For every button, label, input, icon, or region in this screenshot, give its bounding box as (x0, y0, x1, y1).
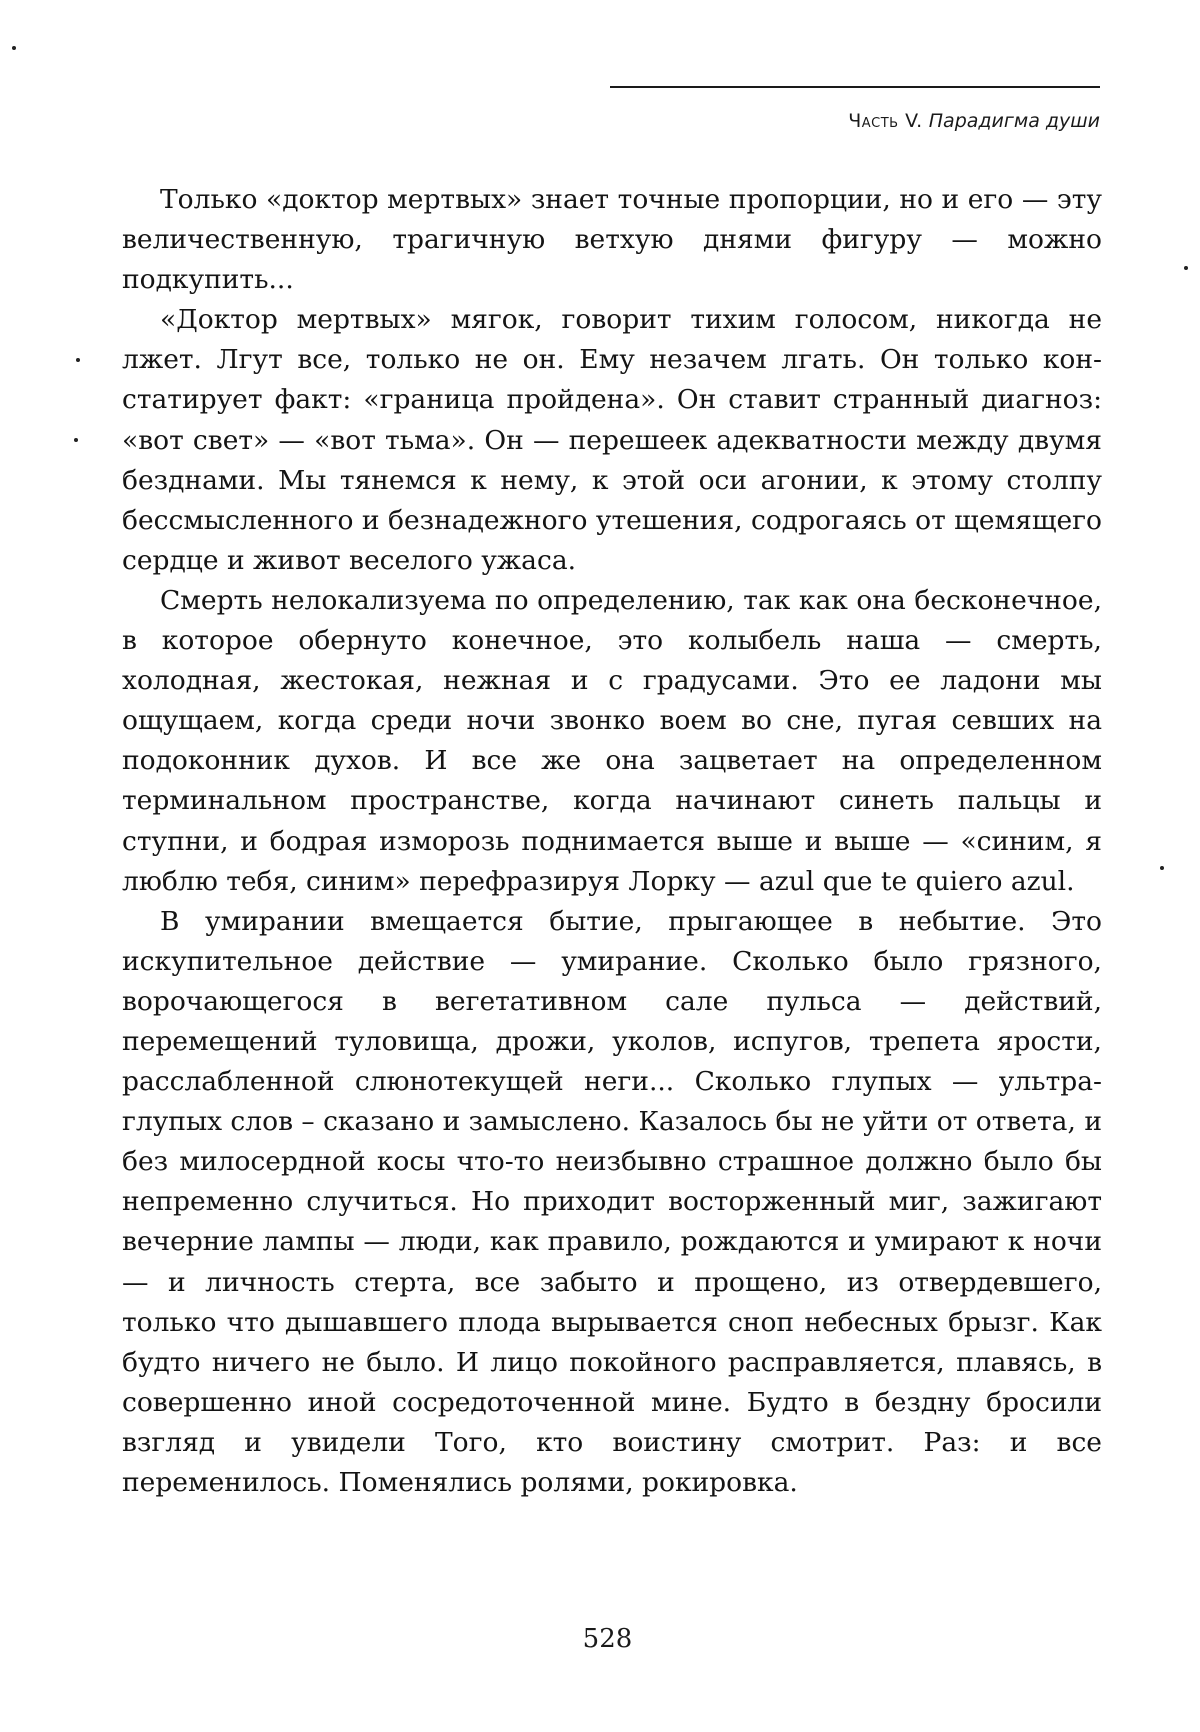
running-header-title: Парадигма души (928, 110, 1100, 132)
scan-speck (74, 438, 78, 442)
paragraph-2: «Доктор мертвых» мягок, говорит тихим голосом, никогда не лжет. Лгут все, только не он. Ему незачем лгать. Он только констатирует факт: «граница пройдена». Он ставит странный диагноз: «вот свет» — «вот тьма». Он — перешеек адекватности между двумя безднами. Мы тянемся к нему, к этой оси агонии, к этому столпу бессмысленного и безнадежного утешения, содрогаясь от щемящего сердце и живот веселого ужаса. (122, 304, 1102, 576)
page-number: 528 (582, 1624, 633, 1654)
scan-speck (76, 358, 80, 362)
paragraph-4: В умирании вмещается бытие, прыгающее в небытие. Это искупительное действие — умирание. Сколько было грязного, ворочающегося в вегетативном сале пульса — действий, перемещений туловища, дрожи, уколов, испугов, трепета ярости, расслабленной слюнотекущей неги... Сколько глупых — ультра-глупых слов – сказано и замыслено. Казалось бы не уйти от ответа, и без милосердной косы что-то неизбывно страшное должно было бы непременно случиться. Но приходит восторженный миг, зажигают вечерние лампы — люди, как правило, рождаются и умирают к ночи — и личность стерта, все забыто и прощено, из отвердевшего, только что дышавшего плода вырывается сноп небесных брызг. Как будто ничего не было. И лицо покойного расправляется, плавясь, в совершенно иной сосредоточенной мине. Будто в бездну бросили взгляд и увидели Того, кто воистину смотрит. Раз: и все переменилось. Поменялись ролями, рокировка. (122, 905, 1102, 1498)
scan-speck (1160, 866, 1164, 870)
running-header (610, 86, 1100, 132)
body-text (122, 180, 1102, 1503)
scan-speck (1184, 266, 1188, 270)
paragraph-1: Только «доктор мертвых» знает точные пропорции, но и его — эту величественную, трагичную ветхую днями фигуру — можно подкупить... (122, 184, 1102, 296)
running-header-part: Часть V. (848, 110, 923, 132)
scan-speck (12, 46, 16, 50)
paragraph-3: Смерть нелокализуема по определению, так как она бесконечное, в которое обернуто конечное, это колыбель наша — смерть, холодная, жестокая, нежная и с градусами. Это ее ладони мы ощущаем, когда среди ночи звонко воем во сне, пугая севших на подоконник духов. И все же она зацветает на определенном терминальном пространстве, когда начинают синеть пальцы и ступни, и бодрая изморозь поднимается выше и выше — «синим, я люблю тебя, синим» перефразируя Лорку — azul que te quiero azul. (122, 584, 1102, 897)
